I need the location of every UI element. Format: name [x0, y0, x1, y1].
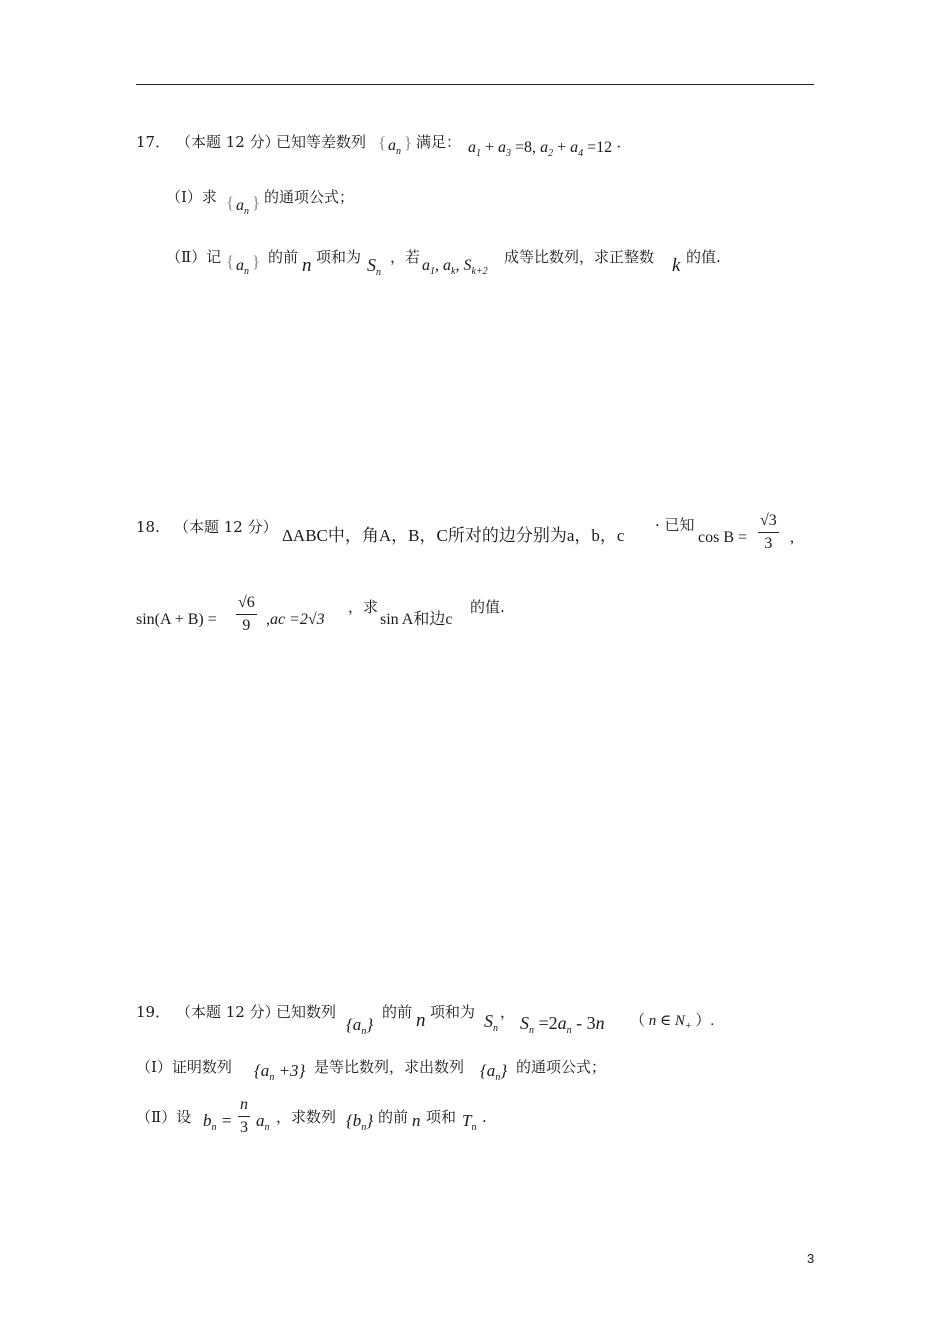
q18-sin-num: √6 — [238, 594, 255, 611]
q17-part1-brace-left: { — [226, 193, 235, 212]
q19-text2: 项和为 — [430, 1003, 476, 1021]
q17-part2-label: （Ⅱ）记 — [166, 248, 222, 266]
q18-score: （本题 12 分） — [174, 518, 278, 536]
q17-part1-seq: $a_n$ — [236, 197, 249, 217]
q17-satisfies: 满足： — [416, 133, 462, 151]
q17-part2-seq: $a_n$ — [236, 257, 249, 277]
q17-part1-label: （Ⅰ）求 — [166, 188, 217, 206]
q18-comma: , — [790, 529, 794, 546]
q18-triangle: ΔABC中，角A，B，C所对的边分别为a，b，c — [282, 526, 625, 545]
q19-relation: $S_n =2a_n - 3n$ — [520, 1013, 605, 1036]
q19-part2-text2: 的前 — [378, 1108, 409, 1126]
q19-part1-text: 是等比数列，求出数列 — [314, 1058, 465, 1076]
q19-comma: ， — [500, 1003, 516, 1021]
q18-cos-expr: cos B = — [698, 529, 748, 546]
header-rule — [136, 84, 814, 85]
q18-cos-num: √3 — [760, 512, 777, 529]
q19-part2-fraction — [238, 1096, 250, 1137]
q19-part2-seq: $\{b_n\}$ — [346, 1111, 374, 1133]
q19-part1-label: （Ⅰ）证明数列 — [136, 1058, 232, 1076]
q18-cos-den: 3 — [764, 535, 773, 552]
q17-part2-terms: $a_1$, $a_k$, $S_{k+2}$ — [422, 257, 488, 277]
q17-part2-n: n — [302, 255, 312, 276]
q17-part2-text1: 的前 — [268, 248, 299, 266]
q19-part2-a: $a_n$ — [256, 1111, 270, 1133]
q19-part2-b: $b_n$ — [203, 1111, 217, 1133]
q18-sin-fraction — [236, 594, 257, 635]
q19-part1-text2: 的通项公式； — [516, 1058, 607, 1076]
q17-part2-text5: 的值. — [686, 248, 721, 266]
q17-part2-text2: 项和为 — [316, 248, 362, 266]
q18-seek-expr: sin A和边c — [380, 611, 453, 628]
q17-condition: $a_1 + a_3 =8$, $a_2 + a_4 =12$ · — [468, 139, 622, 159]
q18-sin-expr: sin(A + B) = — [136, 611, 217, 628]
q17-part2-k: k — [672, 255, 681, 276]
q19-part2-eq: = — [222, 1111, 232, 1130]
q18-end: 的值. — [470, 598, 505, 616]
q19-part2-text3: 项和 — [426, 1108, 457, 1126]
q19-part1-seq: $\{a_n +3\}$ — [254, 1061, 306, 1083]
q17-intro: 已知等差数列 — [276, 133, 367, 151]
q17-part2-S: $S_n$ — [367, 255, 381, 278]
q19-text1: 的前 — [382, 1003, 413, 1021]
q19-part2-text: ，求数列 — [276, 1108, 337, 1126]
q19-score: （本题 12 分） — [176, 1003, 280, 1021]
page-number: 3 — [807, 1251, 815, 1266]
q19-S: $S_n$ — [484, 1011, 498, 1034]
q17-part2-brace-left: { — [226, 252, 235, 271]
q19-part2-n: n — [412, 1111, 421, 1130]
q18-sin-den: 9 — [242, 617, 251, 634]
q19-seq: $\{a_n\}$ — [346, 1015, 374, 1037]
q19-intro: 已知数列 — [276, 1003, 337, 1021]
q19-part2-num: n — [240, 1096, 248, 1113]
q17-part2-text4: 成等比数列，求正整数 — [504, 248, 655, 266]
q19-part2-label: （Ⅱ）设 — [136, 1108, 192, 1126]
q17-score: （本题 12 分） — [176, 133, 280, 151]
q18-seek: ，求 — [348, 598, 379, 616]
q17-part2-text3: ，若 — [390, 248, 421, 266]
q19-part2-den: 3 — [240, 1119, 248, 1136]
q19-n: n — [416, 1010, 426, 1031]
q17-number: 17． — [136, 133, 171, 151]
q18-cos-fraction — [758, 512, 779, 553]
q17-part1-text: 的通项公式； — [264, 188, 355, 206]
q18-known: · 已知 — [655, 516, 695, 534]
q17-brace-right: } — [404, 133, 413, 152]
q19-part2-T: $T_n$ — [462, 1111, 477, 1133]
q17-part2-brace-right: } — [252, 252, 261, 271]
q19-number: 19． — [136, 1003, 171, 1021]
q19-part1-seq2: $\{a_n\}$ — [480, 1061, 508, 1083]
q17-seq: $a_n$ — [388, 137, 401, 157]
q19-part2-end: . — [482, 1108, 487, 1126]
q18-number: 18. — [136, 518, 160, 536]
q17-part1-brace-right: } — [252, 193, 261, 212]
q18-ac-expr: ,ac =2√3 — [266, 611, 325, 628]
q17-brace-left: { — [378, 133, 387, 152]
q19-domain: （ n ∈ $N_+$ ）. — [630, 1013, 715, 1032]
